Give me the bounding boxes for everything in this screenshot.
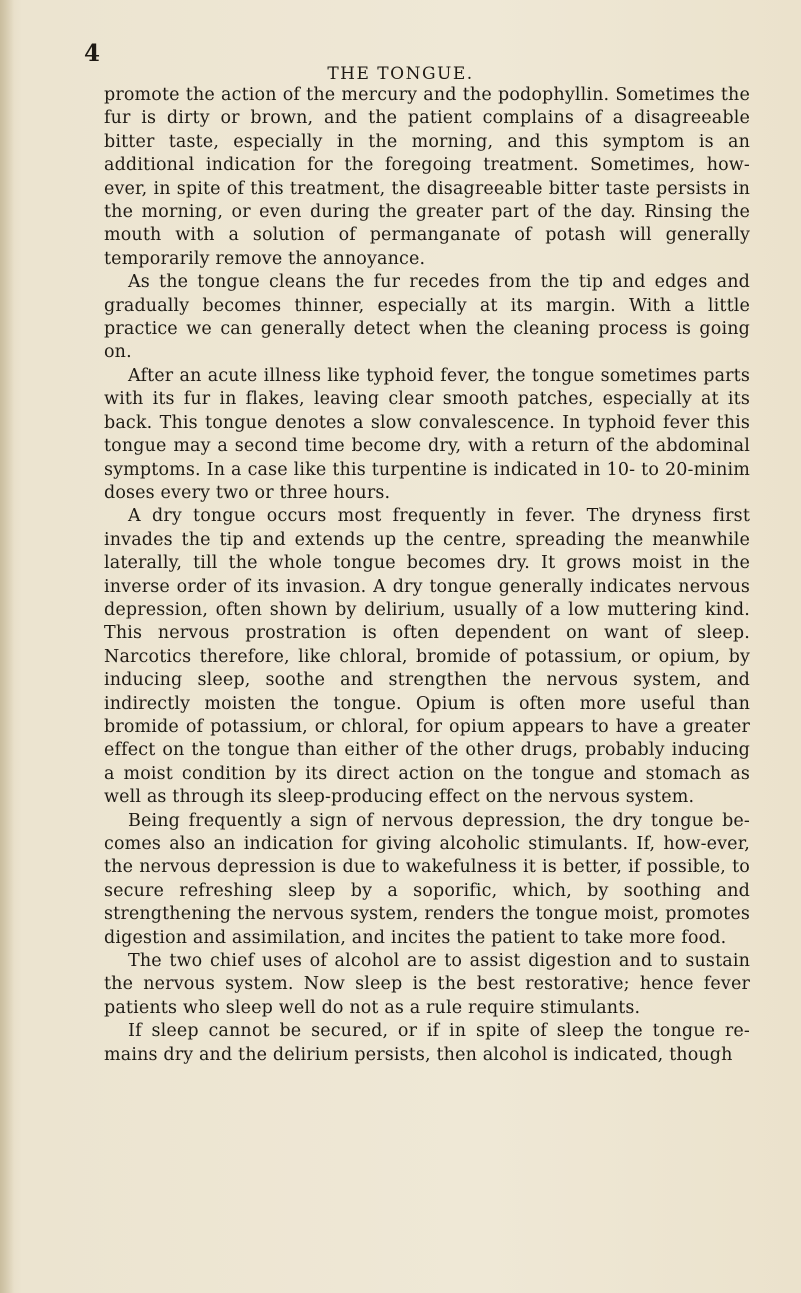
paragraph-continuation: promote the action of the mercury and the podophyllin. Sometimes the fur is dirty or brown, and the patient complains of a disagreeable bitter taste, especially in the morning, and this symptom is an additional indication for the foregoing treatment. Sometimes, how-ever, in spite of this treatment, the disagreeable bitter taste persists in the morning, or even during the greater part of the day. Rinsing the mouth with a solution of permanganate of potash will generally temporarily remove the annoyance. [104,85,750,269]
running-title: THE TONGUE. [327,64,474,84]
paragraph-alcohol-uses: The two chief uses of alcohol are to assist digestion and to sustain the nervous system. Now sleep is the best restorative; hence fever patients who sleep well do not as a rule require stimulants. [104,951,750,1018]
paragraph-sleep-secured: If sleep cannot be secured, or if in spite of sleep the tongue re-mains dry and the delirium persists, then alcohol is indicated, though [104,1021,750,1065]
paragraph-dry-tongue: A dry tongue occurs most frequently in fever. The dryness first invades the tip and extends up the centre, spreading the meanwhile laterally, till the whole tongue becomes dry. It grows moist in the inverse order of its invasion. A dry tongue generally indicates nervous depression, often shown by delirium, usually of a low muttering kind. This nervous prostration is often dependent on want of sleep. Narcotics therefore, like chloral, bromide of potassium, or opium, by inducing sleep, soothe and strengthen the nervous system, and indirectly moisten the tongue. Opium is often more useful than bromide of potassium, or chloral, for opium appears to have a greater effect on the tongue than either of the other drugs, probably inducing a moist condition by its direct action on the tongue and stomach as well as through its sleep-producing effect on the nervous system. [104,506,750,808]
page-number: 4 [84,40,101,67]
page-header [0,40,801,84]
page-spine-shadow [0,0,14,1293]
paragraph-tongue-cleaning: As the tongue cleans the fur recedes from the tip and edges and gradually becomes thinner, especially at its margin. With a little practice we can generally detect when the cleaning process is going on. [104,272,750,363]
paragraph-nervous-depression: Being frequently a sign of nervous depression, the dry tongue be-comes also an indication for giving alcoholic stimulants. If, how-ever, the nervous depression is due to wakefulness it is better, if possible, to secure refreshing sleep by a soporific, which, by soothing and strengthening the nervous system, renders the tongue moist, promotes digestion and assimilation, and incites the patient to take more food. [104,810,750,948]
body-text [104,84,750,1067]
paragraph-typhoid-fever: After an acute illness like typhoid fever, the tongue sometimes parts with its fur in flakes, leaving clear smooth patches, especially at its back. This tongue denotes a slow convalescence. In typhoid fever this tongue may a second time become dry, with a return of the abdominal symptoms. In a case like this turpentine is indicated in 10- to 20-minim doses every two or three hours. [104,365,750,503]
